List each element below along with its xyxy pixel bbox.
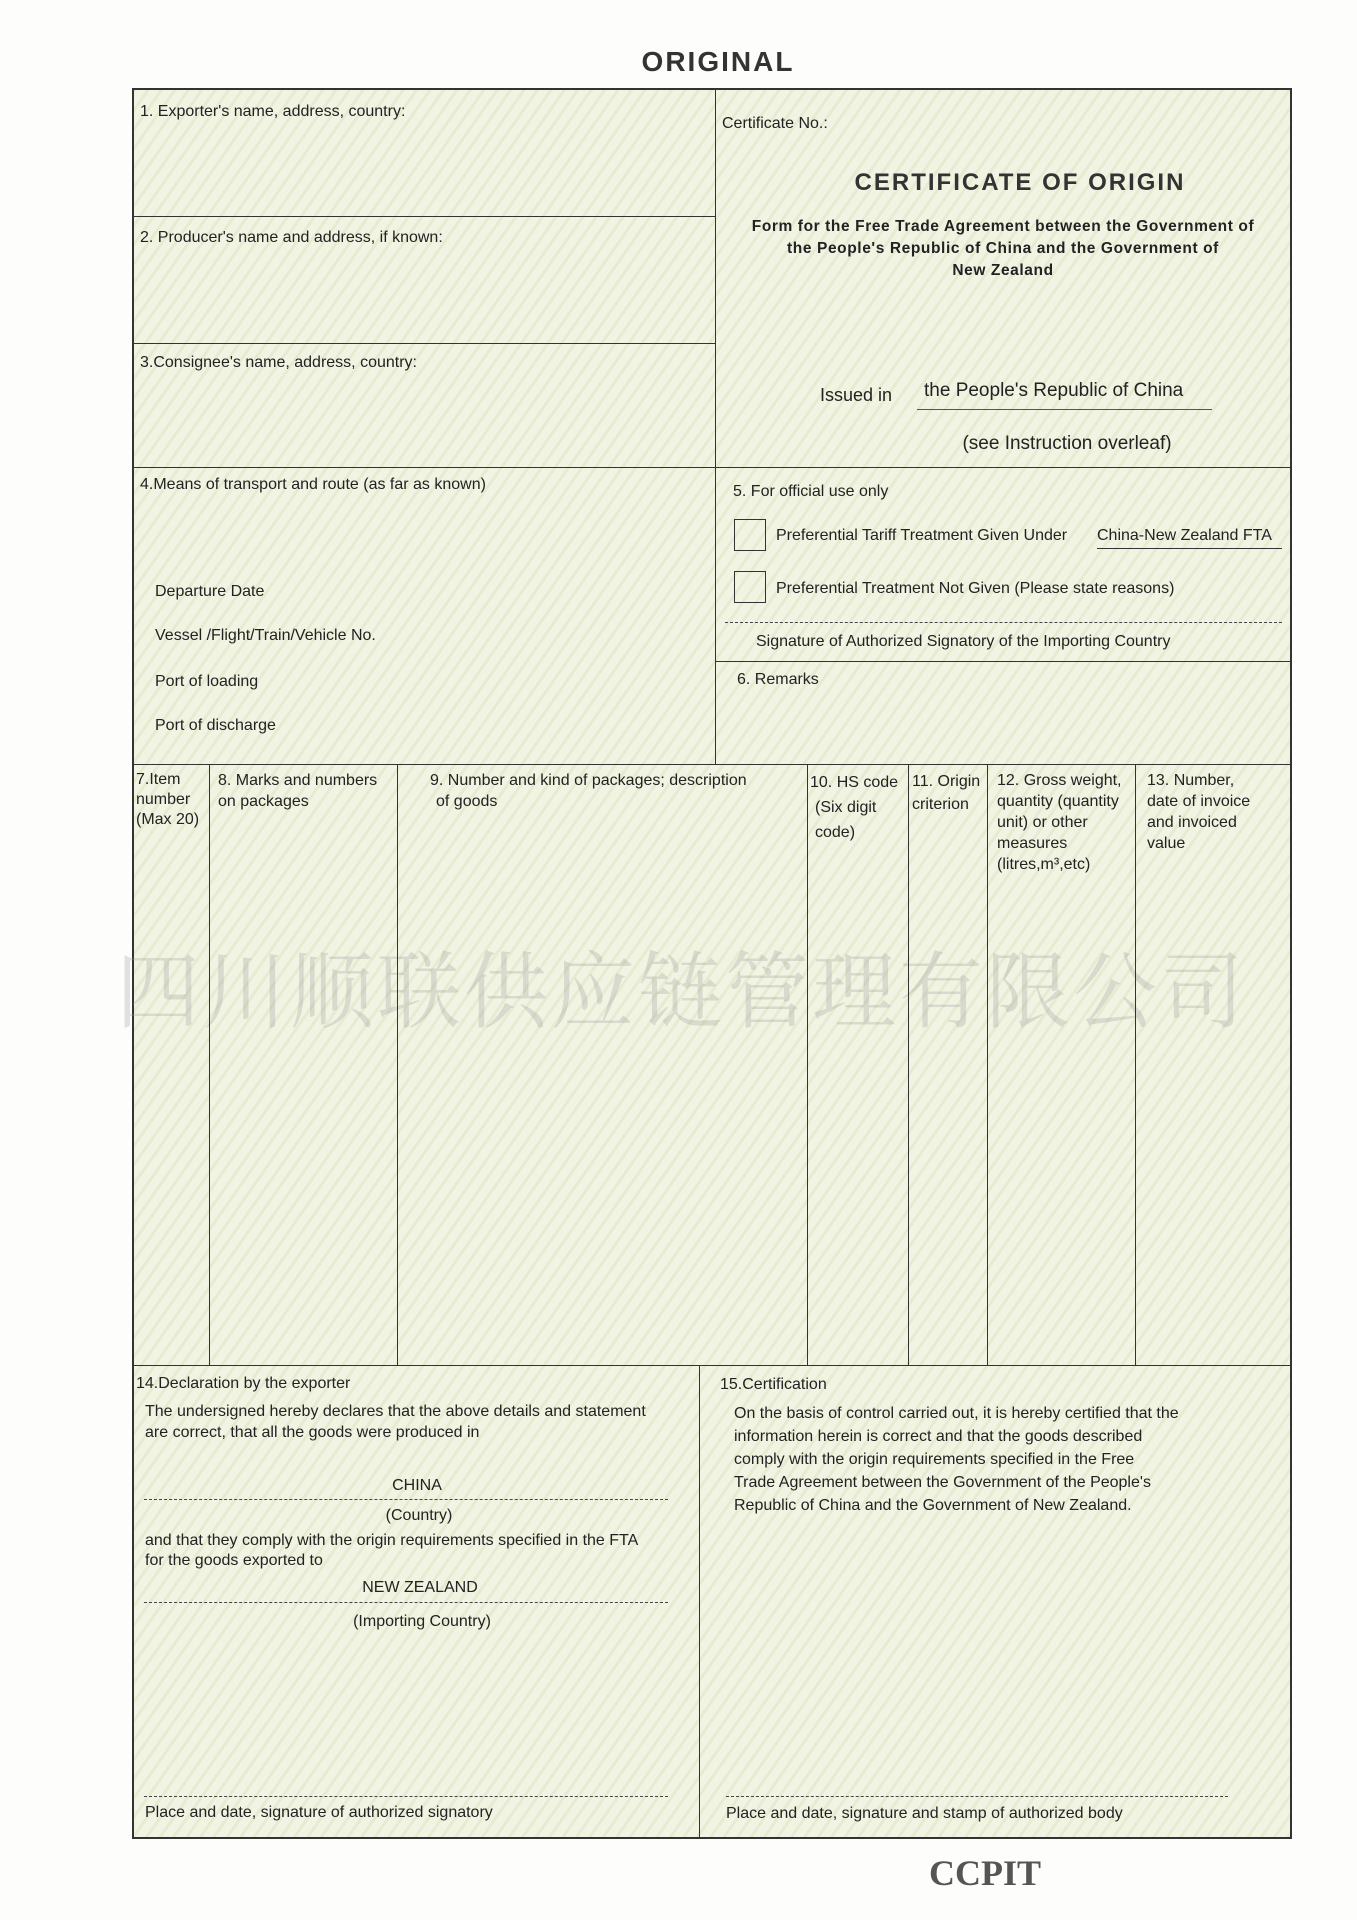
certification-text: comply with the origin requirements specified in the Free bbox=[734, 1451, 1135, 1468]
not-given-checkbox[interactable] bbox=[734, 571, 766, 603]
original-mark: ORIGINAL bbox=[641, 46, 795, 77]
certifier-signature-line bbox=[726, 1796, 1228, 1797]
signature-line bbox=[725, 622, 1282, 623]
issued-in-label: Issued in bbox=[820, 385, 893, 405]
country-line bbox=[144, 1499, 668, 1500]
remarks-label: 6. Remarks bbox=[737, 671, 819, 688]
instruction-note: (see Instruction overleaf) bbox=[962, 433, 1172, 454]
certificate-title: CERTIFICATE OF ORIGIN bbox=[854, 169, 1186, 196]
importing-line bbox=[144, 1602, 668, 1603]
certification-label: 15.Certification bbox=[720, 1376, 827, 1393]
declaration-text: for the goods exported to bbox=[145, 1552, 323, 1569]
watermark: 四川顺联供应链管理有限公司 bbox=[116, 943, 1248, 1041]
tariff-given-checkbox[interactable] bbox=[734, 519, 766, 551]
col-description: 9. Number and kind of packages; description of goods bbox=[430, 772, 747, 810]
declaration-text: The undersigned hereby declares that the above details and statement bbox=[145, 1403, 646, 1420]
port-loading-label: Port of loading bbox=[155, 673, 259, 690]
col-origin-criterion: 11. Origin criterion bbox=[912, 773, 981, 813]
divider bbox=[715, 88, 716, 764]
divider bbox=[1135, 764, 1136, 1365]
departure-date-label: Departure Date bbox=[155, 583, 265, 600]
transport-label: 4.Means of transport and route (as far as known) bbox=[140, 476, 486, 493]
certifier-signature-label: Place and date, signature and stamp of authorized body bbox=[726, 1805, 1123, 1822]
certification-text: Trade Agreement between the Government of the People's bbox=[734, 1474, 1151, 1491]
importing-signature-label: Signature of Authorized Signatory of the Importing Country bbox=[756, 633, 1171, 650]
declaration-label: 14.Declaration by the exporter bbox=[136, 1375, 351, 1392]
form-subtitle: the People's Republic of China and the Government of bbox=[787, 240, 1219, 257]
divider bbox=[132, 216, 715, 217]
divider bbox=[132, 343, 715, 344]
vessel-label: Vessel /Flight/Train/Vehicle No. bbox=[155, 627, 376, 644]
tariff-given-label: Preferential Tariff Treatment Given Under bbox=[776, 527, 1068, 544]
col-item-number: 7.Item number (Max 20) bbox=[136, 771, 200, 828]
divider bbox=[908, 764, 909, 1365]
form-subtitle: New Zealand bbox=[952, 262, 1054, 279]
issued-in-value: the People's Republic of China bbox=[924, 380, 1184, 401]
issued-underline bbox=[917, 409, 1212, 410]
divider bbox=[209, 764, 210, 1365]
col-invoice: 13. Number, date of invoice and invoiced value bbox=[1147, 772, 1251, 852]
fta-value: China-New Zealand FTA bbox=[1097, 527, 1272, 544]
exporter-signature-label: Place and date, signature of authorized signatory bbox=[145, 1804, 493, 1821]
divider bbox=[715, 661, 1292, 662]
producer-label: 2. Producer's name and address, if known: bbox=[140, 229, 443, 246]
port-discharge-label: Port of discharge bbox=[155, 717, 276, 734]
col-gross-weight: 12. Gross weight, quantity (quantity unit) or other measures (litres,m³,etc) bbox=[997, 772, 1122, 873]
certification-text: On the basis of control carried out, it is hereby certified that the bbox=[734, 1405, 1179, 1422]
fta-underline bbox=[1097, 548, 1282, 549]
certification-text: Republic of China and the Government of New Zealand. bbox=[734, 1497, 1132, 1514]
divider bbox=[132, 1365, 1292, 1366]
consignee-label: 3.Consignee's name, address, country: bbox=[140, 354, 417, 371]
country-value: CHINA bbox=[392, 1477, 442, 1494]
divider bbox=[807, 764, 808, 1365]
col-hs-code: 10. HS code (Six digit code) bbox=[810, 774, 899, 841]
importing-country-value: NEW ZEALAND bbox=[362, 1579, 478, 1596]
declaration-text: are correct, that all the goods were produced in bbox=[145, 1424, 480, 1441]
ccpit-logo: CCPIT bbox=[928, 1853, 1042, 1893]
form-subtitle: Form for the Free Trade Agreement between the Government of bbox=[751, 218, 1255, 235]
divider bbox=[132, 467, 1292, 468]
divider bbox=[132, 764, 1292, 765]
importing-country-label: (Importing Country) bbox=[353, 1613, 491, 1630]
certificate-no-label: Certificate No.: bbox=[722, 115, 828, 132]
divider bbox=[699, 1365, 700, 1839]
certification-text: information herein is correct and that the goods described bbox=[734, 1428, 1143, 1445]
exporter-label: 1. Exporter's name, address, country: bbox=[140, 103, 406, 120]
divider bbox=[987, 764, 988, 1365]
col-marks: 8. Marks and numbers on packages bbox=[218, 772, 378, 810]
official-use-label: 5. For official use only bbox=[733, 483, 889, 500]
declaration-text: and that they comply with the origin requirements specified in the FTA bbox=[145, 1532, 639, 1549]
exporter-signature-line bbox=[144, 1796, 668, 1797]
country-label: (Country) bbox=[385, 1507, 453, 1524]
not-given-label: Preferential Treatment Not Given (Please state reasons) bbox=[776, 580, 1175, 597]
divider bbox=[397, 764, 398, 1365]
